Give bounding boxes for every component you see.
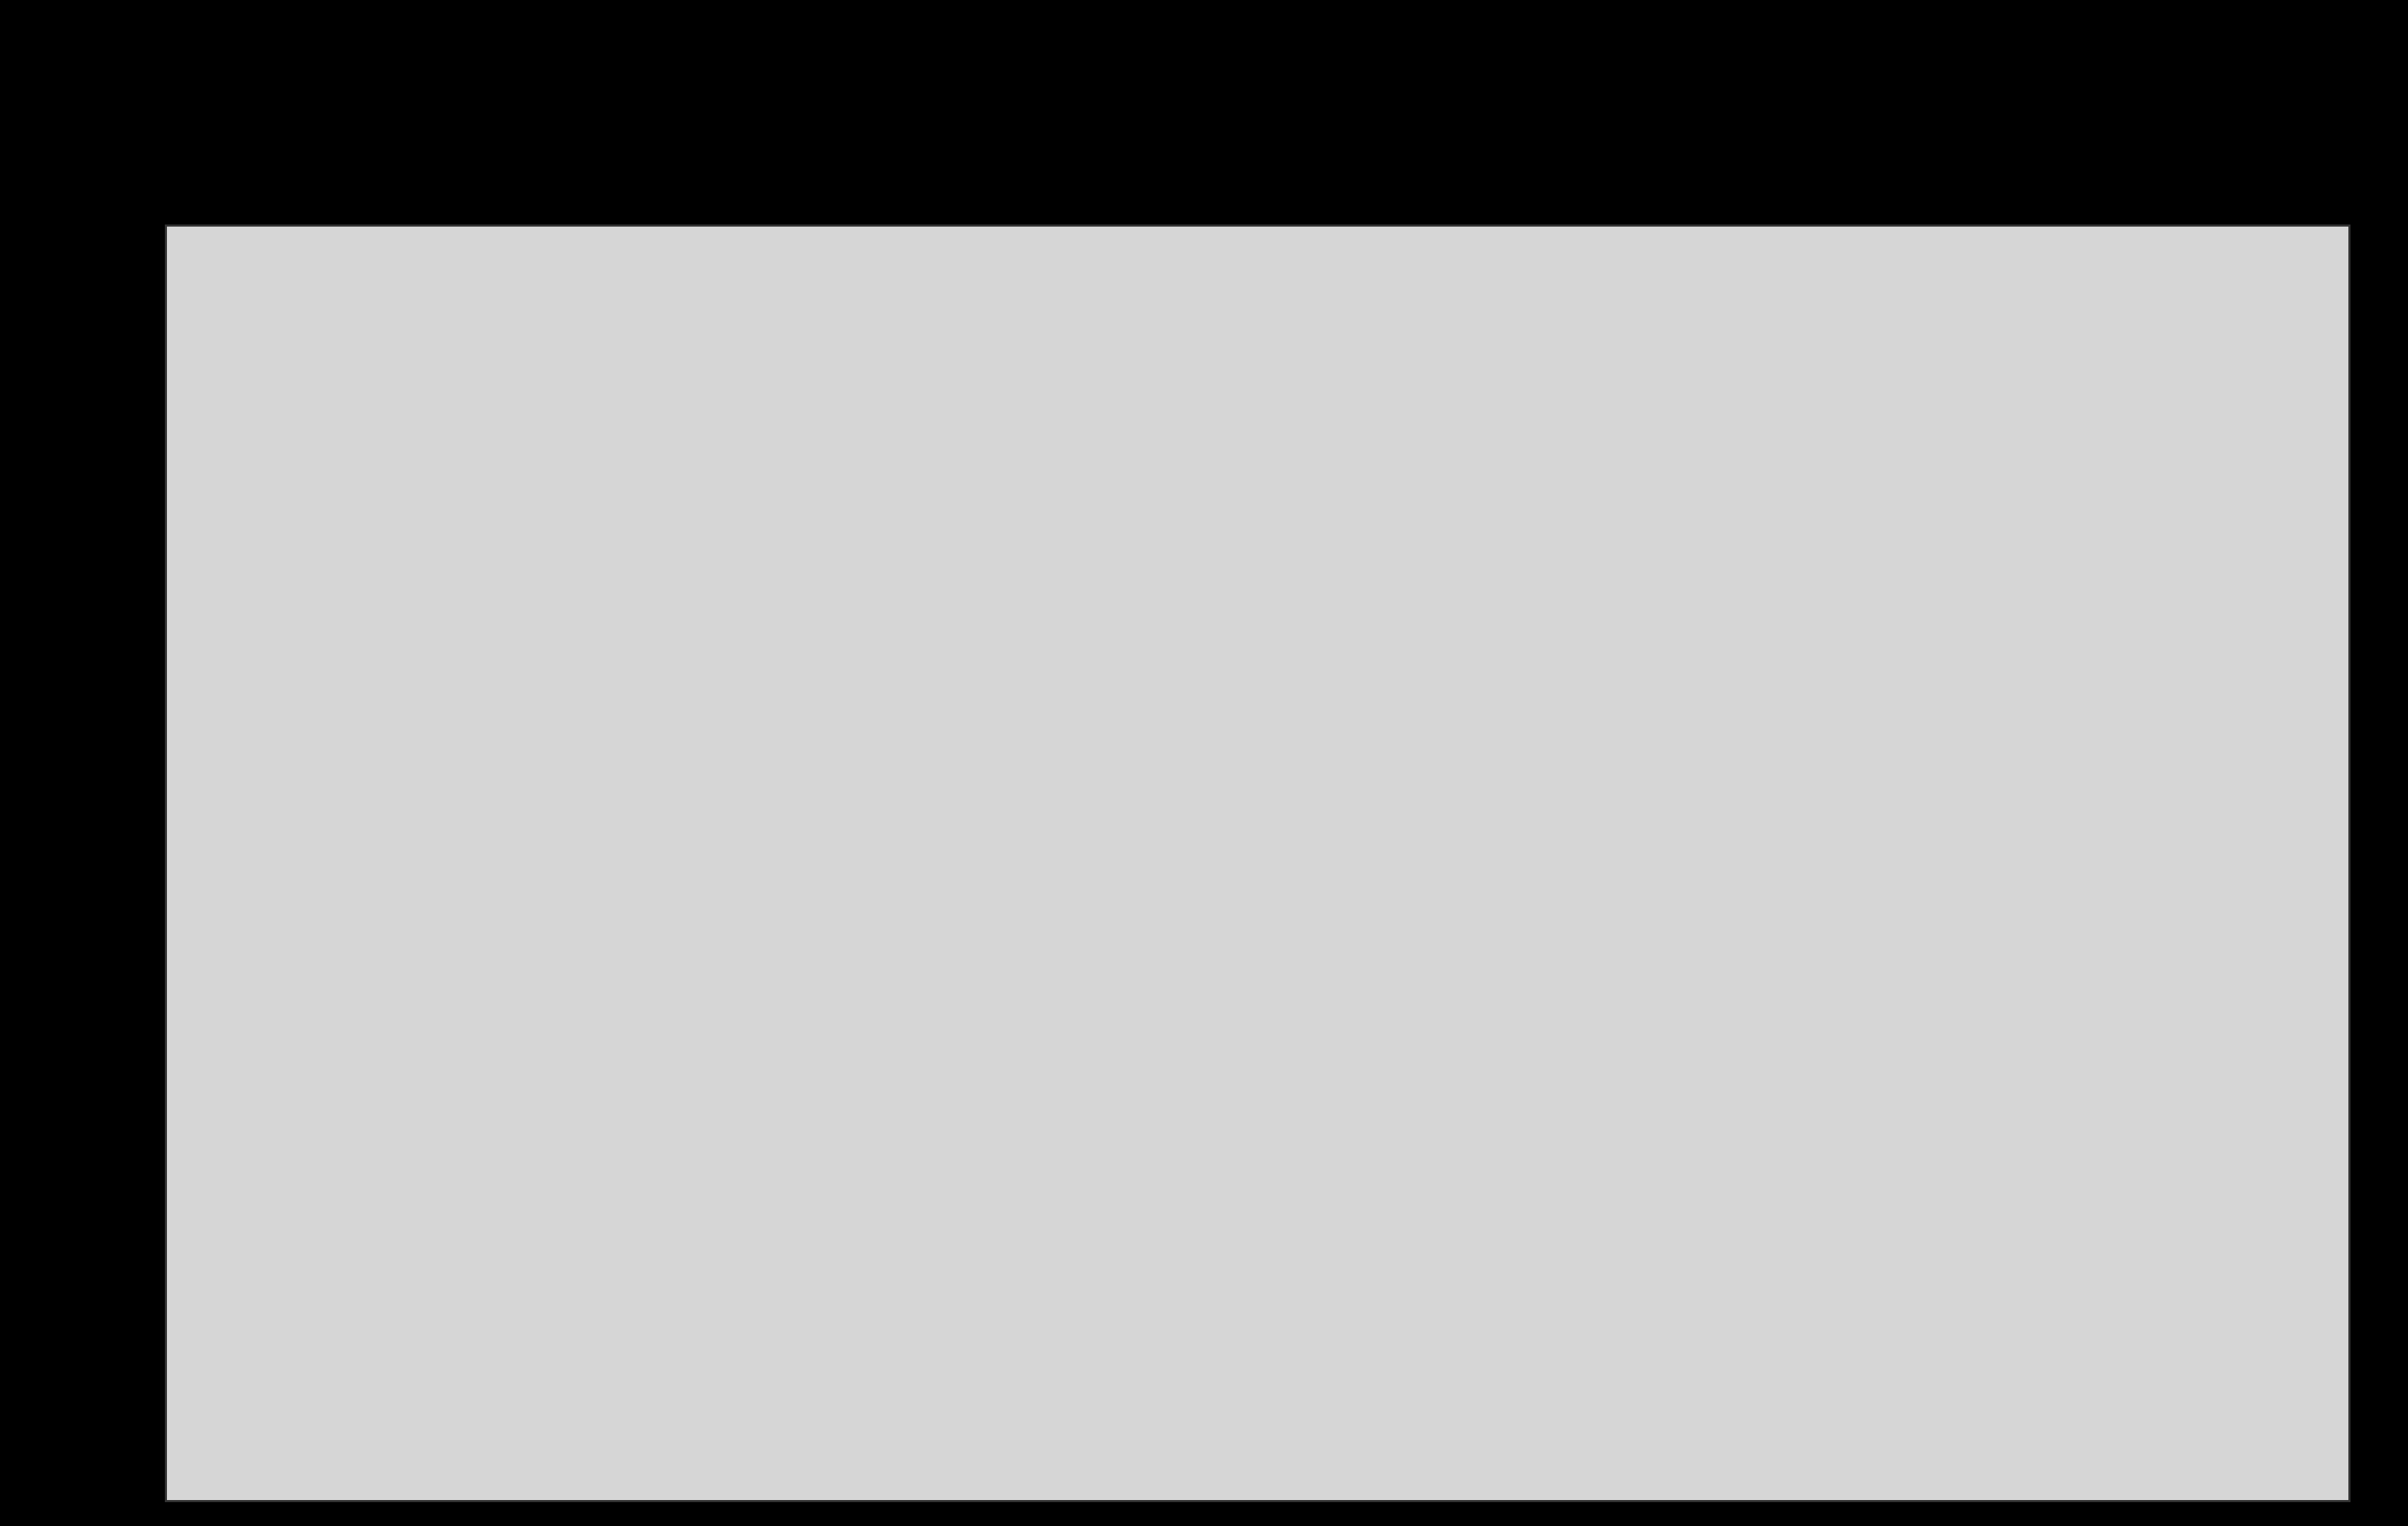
middle-section (167, 556, 2348, 1033)
lease-table (167, 1033, 2348, 1500)
census-card (165, 225, 2350, 1502)
crop-area-table (167, 227, 2348, 556)
